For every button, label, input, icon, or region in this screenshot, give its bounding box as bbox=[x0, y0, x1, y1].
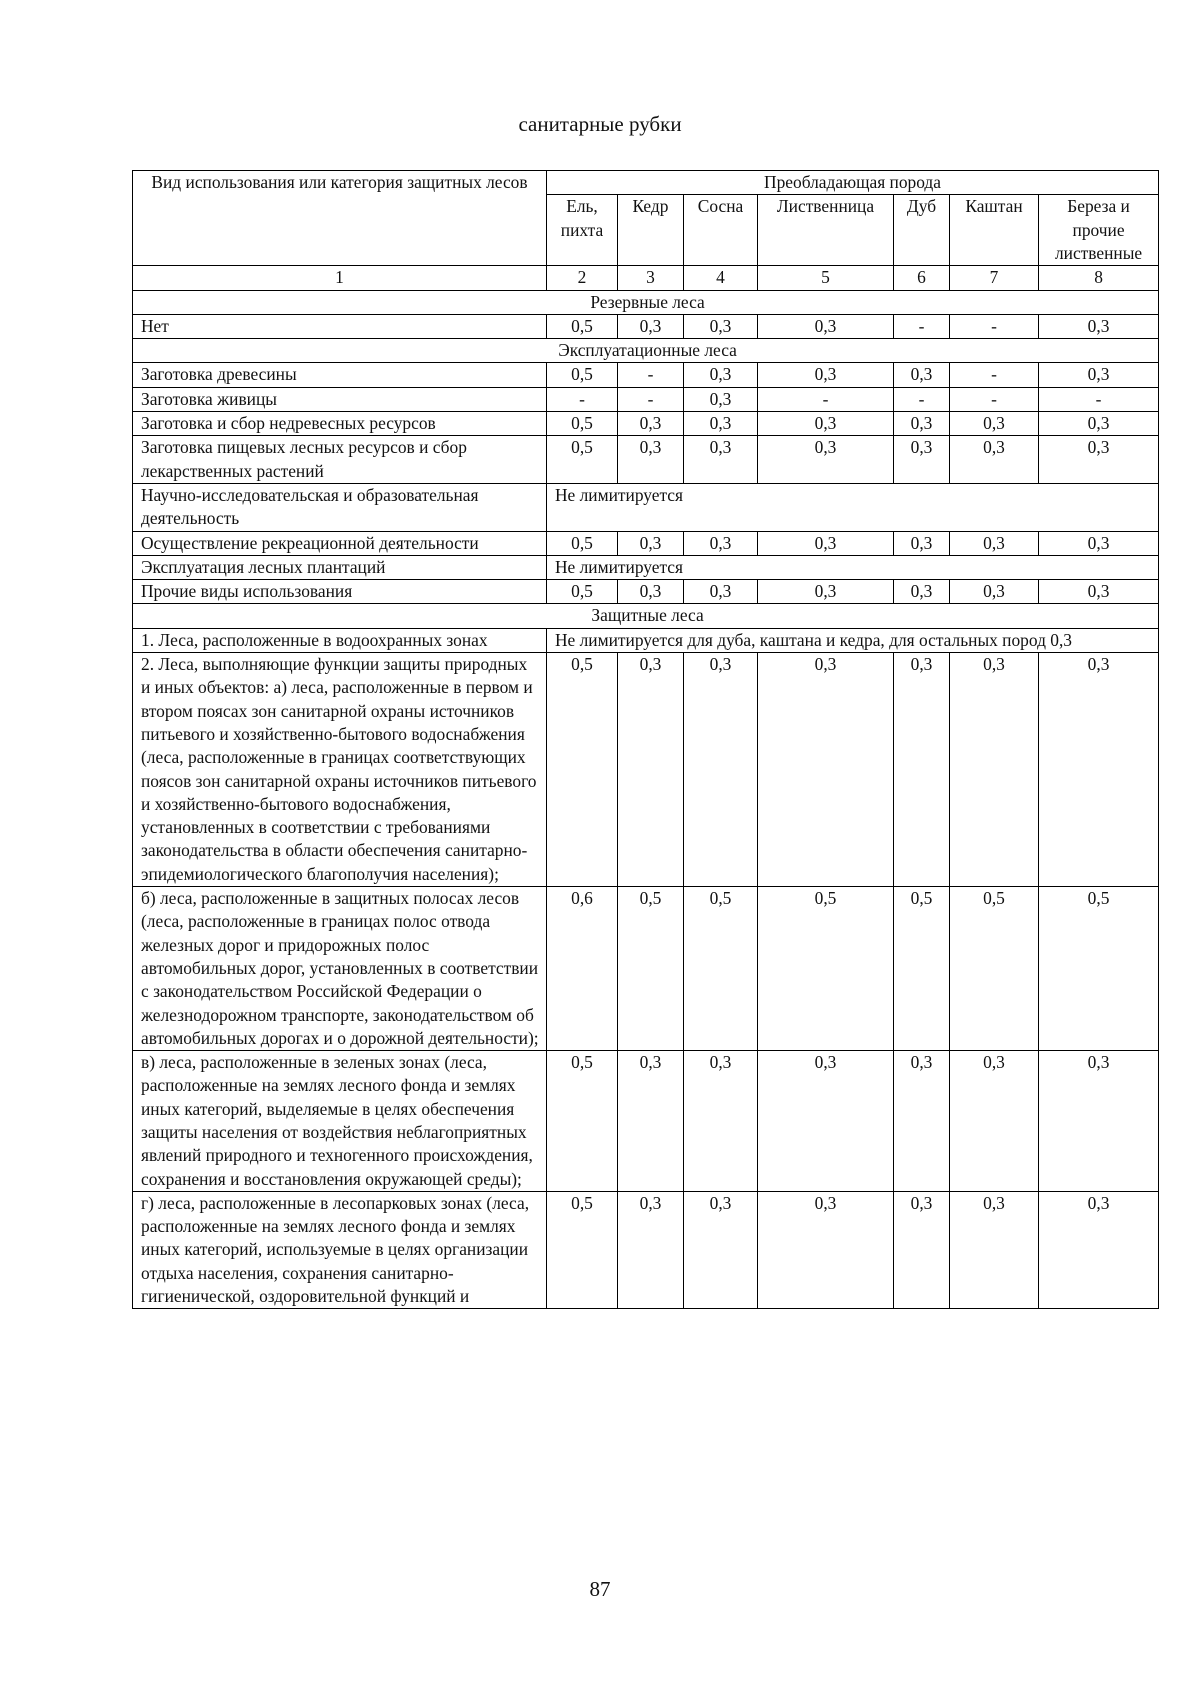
row-label: Научно-исследовательская и образовательная деятельность bbox=[133, 483, 547, 531]
row-value: 0,3 bbox=[758, 1191, 894, 1308]
section-exploitation: Эксплуатационные леса bbox=[133, 339, 1159, 363]
row-value: 0,3 bbox=[684, 314, 758, 338]
row-value: 0,3 bbox=[950, 653, 1039, 887]
row-value: 0,3 bbox=[950, 531, 1039, 555]
row-value: 0,3 bbox=[684, 363, 758, 387]
row-value: - bbox=[618, 363, 684, 387]
row-label: Заготовка пищевых лесных ресурсов и сбор лекарственных растений bbox=[133, 436, 547, 484]
table-row bbox=[133, 483, 1159, 531]
row-value: 0,3 bbox=[894, 1051, 950, 1192]
row-label: Прочие виды использования bbox=[133, 580, 547, 604]
row-value: 0,3 bbox=[618, 531, 684, 555]
row-value: 0,3 bbox=[618, 653, 684, 887]
row-label: б) леса, расположенные в защитных полосах лесов (леса, расположенные в границах полос отвода железных дорог и придорожных полос автомобильных дорог, установленных в соответствии с законодательством Российской Федерации о железнодорожном транспорте, законодательством об автомобильных дорогах и о дорожной деятельности); bbox=[133, 887, 547, 1051]
column-number: 4 bbox=[684, 266, 758, 290]
row-value: 0,3 bbox=[758, 314, 894, 338]
table-row bbox=[133, 387, 1159, 411]
column-number: 7 bbox=[950, 266, 1039, 290]
row-value: 0,3 bbox=[950, 580, 1039, 604]
header-species: Ель, пихта bbox=[547, 195, 618, 266]
table-row bbox=[133, 653, 1159, 887]
row-value: 0,3 bbox=[1039, 314, 1159, 338]
row-value: 0,5 bbox=[1039, 887, 1159, 1051]
row-value: 0,3 bbox=[758, 436, 894, 484]
row-value: 0,5 bbox=[950, 887, 1039, 1051]
row-value: 0,3 bbox=[684, 436, 758, 484]
section-row bbox=[133, 339, 1159, 363]
row-label: Нет bbox=[133, 314, 547, 338]
row-value: 0,3 bbox=[1039, 1051, 1159, 1192]
row-value: 0,5 bbox=[547, 436, 618, 484]
column-number: 1 bbox=[133, 266, 547, 290]
row-value: 0,3 bbox=[1039, 580, 1159, 604]
table-row bbox=[133, 531, 1159, 555]
row-value: - bbox=[950, 314, 1039, 338]
row-value: 0,6 bbox=[547, 887, 618, 1051]
row-value: 0,3 bbox=[894, 363, 950, 387]
row-value: 0,3 bbox=[618, 436, 684, 484]
row-value: 0,3 bbox=[684, 1191, 758, 1308]
column-number: 5 bbox=[758, 266, 894, 290]
row-value: 0,3 bbox=[758, 363, 894, 387]
row-label: Заготовка древесины bbox=[133, 363, 547, 387]
header-species: Сосна bbox=[684, 195, 758, 266]
row-value: 0,5 bbox=[547, 363, 618, 387]
row-value: 0,3 bbox=[618, 580, 684, 604]
page-number: 87 bbox=[589, 1577, 611, 1601]
row-label: Эксплуатация лесных плантаций bbox=[133, 555, 547, 579]
row-value: 0,3 bbox=[894, 531, 950, 555]
column-number: 6 bbox=[894, 266, 950, 290]
row-value: 0,3 bbox=[894, 653, 950, 887]
table-row bbox=[133, 1051, 1159, 1192]
header-species: Каштан bbox=[950, 195, 1039, 266]
row-value: 0,3 bbox=[1039, 653, 1159, 887]
table-row bbox=[133, 887, 1159, 1051]
row-value: - bbox=[894, 314, 950, 338]
table-row bbox=[133, 628, 1159, 652]
row-value: 0,3 bbox=[684, 387, 758, 411]
row-label: Заготовка живицы bbox=[133, 387, 547, 411]
row-value: 0,3 bbox=[894, 412, 950, 436]
row-value: 0,3 bbox=[684, 412, 758, 436]
row-value: 0,3 bbox=[684, 531, 758, 555]
row-value: 0,3 bbox=[758, 653, 894, 887]
row-value: 0,5 bbox=[894, 887, 950, 1051]
row-value: - bbox=[547, 387, 618, 411]
row-value: 0,5 bbox=[547, 580, 618, 604]
row-value: 0,3 bbox=[1039, 1191, 1159, 1308]
row-value: 0,3 bbox=[618, 314, 684, 338]
row-label: 1. Леса, расположенные в водоохранных зонах bbox=[133, 628, 547, 652]
page-title: санитарные рубки bbox=[518, 112, 682, 136]
row-value: - bbox=[618, 387, 684, 411]
table-row bbox=[133, 436, 1159, 484]
table-row bbox=[133, 555, 1159, 579]
row-value: 0,5 bbox=[547, 653, 618, 887]
column-number-row bbox=[133, 266, 1159, 290]
column-number: 2 bbox=[547, 266, 618, 290]
header-species: Береза и прочие лиственные bbox=[1039, 195, 1159, 266]
header-species: Дуб bbox=[894, 195, 950, 266]
header-category: Вид использования или категория защитных лесов bbox=[133, 171, 547, 266]
row-value: 0,3 bbox=[1039, 531, 1159, 555]
header-species: Лиственница bbox=[758, 195, 894, 266]
row-value: 0,3 bbox=[684, 653, 758, 887]
table-row bbox=[133, 580, 1159, 604]
row-value: 0,5 bbox=[618, 887, 684, 1051]
row-value: 0,3 bbox=[950, 1051, 1039, 1192]
row-value: 0,3 bbox=[894, 1191, 950, 1308]
row-value: - bbox=[1039, 387, 1159, 411]
sanitary-cutting-table bbox=[132, 170, 1159, 1309]
column-number: 3 bbox=[618, 266, 684, 290]
column-number: 8 bbox=[1039, 266, 1159, 290]
row-value: - bbox=[894, 387, 950, 411]
row-value: 0,5 bbox=[547, 531, 618, 555]
row-value: 0,3 bbox=[1039, 436, 1159, 484]
section-protective: Защитные леса bbox=[133, 604, 1159, 628]
row-label: Заготовка и сбор недревесных ресурсов bbox=[133, 412, 547, 436]
header-species: Кедр bbox=[618, 195, 684, 266]
row-label: г) леса, расположенные в лесопарковых зонах (леса, расположенные на землях лесного фонда и землях иных категорий, используемые в целях организации отдыха населения, сохранения санитарно-гигиенической, оздоровительной функций и bbox=[133, 1191, 547, 1308]
row-note: Не лимитируется для дуба, каштана и кедра, для остальных пород 0,3 bbox=[547, 628, 1159, 652]
table-row bbox=[133, 363, 1159, 387]
table-row bbox=[133, 1191, 1159, 1308]
row-value: 0,5 bbox=[684, 887, 758, 1051]
row-note: Не лимитируется bbox=[547, 555, 1159, 579]
row-value: 0,5 bbox=[547, 412, 618, 436]
row-value: 0,3 bbox=[758, 1051, 894, 1192]
row-label: Осуществление рекреационной деятельности bbox=[133, 531, 547, 555]
row-value: 0,3 bbox=[618, 1191, 684, 1308]
row-value: 0,3 bbox=[950, 412, 1039, 436]
row-label: в) леса, расположенные в зеленых зонах (леса, расположенные на землях лесного фонда и землях иных категорий, выделяемые в целях обеспечения защиты населения от воздействия неблагоприятных явлений природного и техногенного происхождения, сохранения и восстановления окружающей среды); bbox=[133, 1051, 547, 1192]
row-value: 0,5 bbox=[547, 1191, 618, 1308]
row-value: 0,3 bbox=[1039, 363, 1159, 387]
section-row bbox=[133, 604, 1159, 628]
row-label: 2. Леса, выполняющие функции защиты природных и иных объектов: а) леса, расположенные в первом и втором поясах зон санитарной охраны источников питьевого и хозяйственно-бытового водоснабжения (леса, расположенные в границах соответствующих поясов зон санитарной охраны источников питьевого и хозяйственно-бытового водоснабжения, установленных в соответствии с требованиями законодательства в области обеспечения санитарно-эпидемиологического благополучия населения); bbox=[133, 653, 547, 887]
row-value: - bbox=[950, 387, 1039, 411]
row-value: 0,3 bbox=[684, 580, 758, 604]
row-value: 0,3 bbox=[950, 1191, 1039, 1308]
row-value: 0,3 bbox=[758, 412, 894, 436]
table-row bbox=[133, 412, 1159, 436]
row-value: 0,3 bbox=[950, 436, 1039, 484]
row-value: - bbox=[758, 387, 894, 411]
section-reserve: Резервные леса bbox=[133, 290, 1159, 314]
row-value: 0,5 bbox=[547, 314, 618, 338]
row-value: 0,3 bbox=[1039, 412, 1159, 436]
row-value: - bbox=[950, 363, 1039, 387]
row-value: 0,3 bbox=[618, 1051, 684, 1192]
row-value: 0,3 bbox=[894, 580, 950, 604]
row-value: 0,3 bbox=[684, 1051, 758, 1192]
row-value: 0,3 bbox=[758, 580, 894, 604]
row-value: 0,3 bbox=[758, 531, 894, 555]
header-row-group bbox=[133, 171, 1159, 195]
row-value: 0,5 bbox=[758, 887, 894, 1051]
section-row bbox=[133, 290, 1159, 314]
row-value: 0,3 bbox=[894, 436, 950, 484]
header-species-group: Преобладающая порода bbox=[547, 171, 1159, 195]
row-value: 0,3 bbox=[618, 412, 684, 436]
row-value: 0,5 bbox=[547, 1051, 618, 1192]
table-row bbox=[133, 314, 1159, 338]
row-note: Не лимитируется bbox=[547, 483, 1159, 531]
